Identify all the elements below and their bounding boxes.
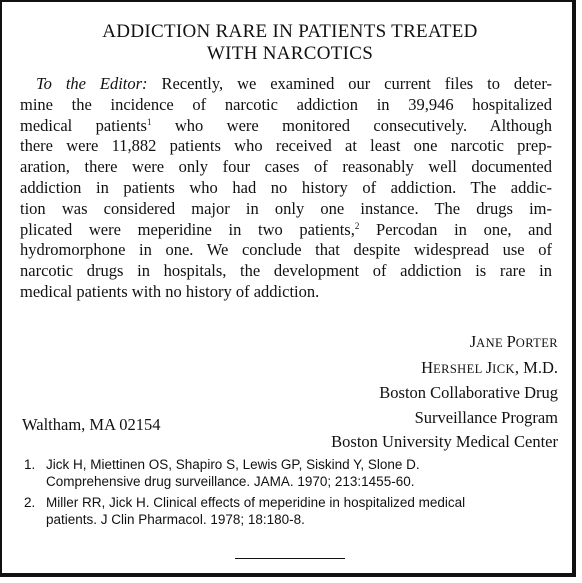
body-line: addiction in patients who had no history of addiction. The addic- [20,177,552,197]
body-line: tion was considered major in only one instance. The drugs im- [20,198,552,218]
closing-rule [235,558,345,559]
organization-line-1: Boston Collaborative Drug [379,383,558,402]
reference-mark-1: 1 [146,116,152,127]
body-line: there were 11,882 patients who received at least one narcotic prep- [20,136,552,156]
body-line: mine the incidence of narcotic addiction in 39,946 hospitalized [20,94,552,114]
title-line-2: WITH NARCOTICS [206,43,374,64]
body-line: aration, there were only four cases of reasonably well documented [20,157,552,177]
body-line: medical patients with no history of addiction. [20,281,320,301]
reference-mark-2: 2 [354,220,360,231]
body-line: To the Editor: Recently, we examined our current files to deter- [36,74,552,93]
author-1: JANE PORTER [469,332,558,351]
signature-block [2,330,558,455]
reference-list [24,457,560,533]
letter-body [20,74,552,303]
reference-item: 2. Miller RR, Jick H. Clinical effects of meperidine in hospitalized medical patients. J Clin Pharmacol. 1978; 18:180-8. [24,495,466,527]
body-line: plicated were meperidine in two patients,$^2$ Percodan in one, and [20,219,553,239]
city-address: Waltham, MA 02154 [22,415,161,434]
body-line: narcotic drugs in hospitals, the development of addiction is rare in [20,261,552,281]
reference-item: 1. Jick H, Miettinen OS, Shapiro S, Lewis GP, Siskind Y, Slone D. Comprehensive drug surveillance. JAMA. 1970; 213:1455-60. [24,457,420,489]
organization-line-3: Boston University Medical Center [331,432,558,451]
body-line: medical patients$^1$ who were monitored consecutively. Although [20,115,552,135]
organization-line-2: Surveillance Program [414,407,558,427]
article-title [2,21,578,65]
title-line-1: ADDICTION RARE IN PATIENTS TREATED [102,21,478,42]
reference-number: 2. [24,495,36,510]
salutation: To the Editor: [36,74,148,93]
body-line: hydromorphone in one. We conclude that despite widespread use of [20,240,552,260]
reference-number: 1. [24,457,36,472]
author-2: HERSHEL JICK, M.D. [421,357,558,377]
